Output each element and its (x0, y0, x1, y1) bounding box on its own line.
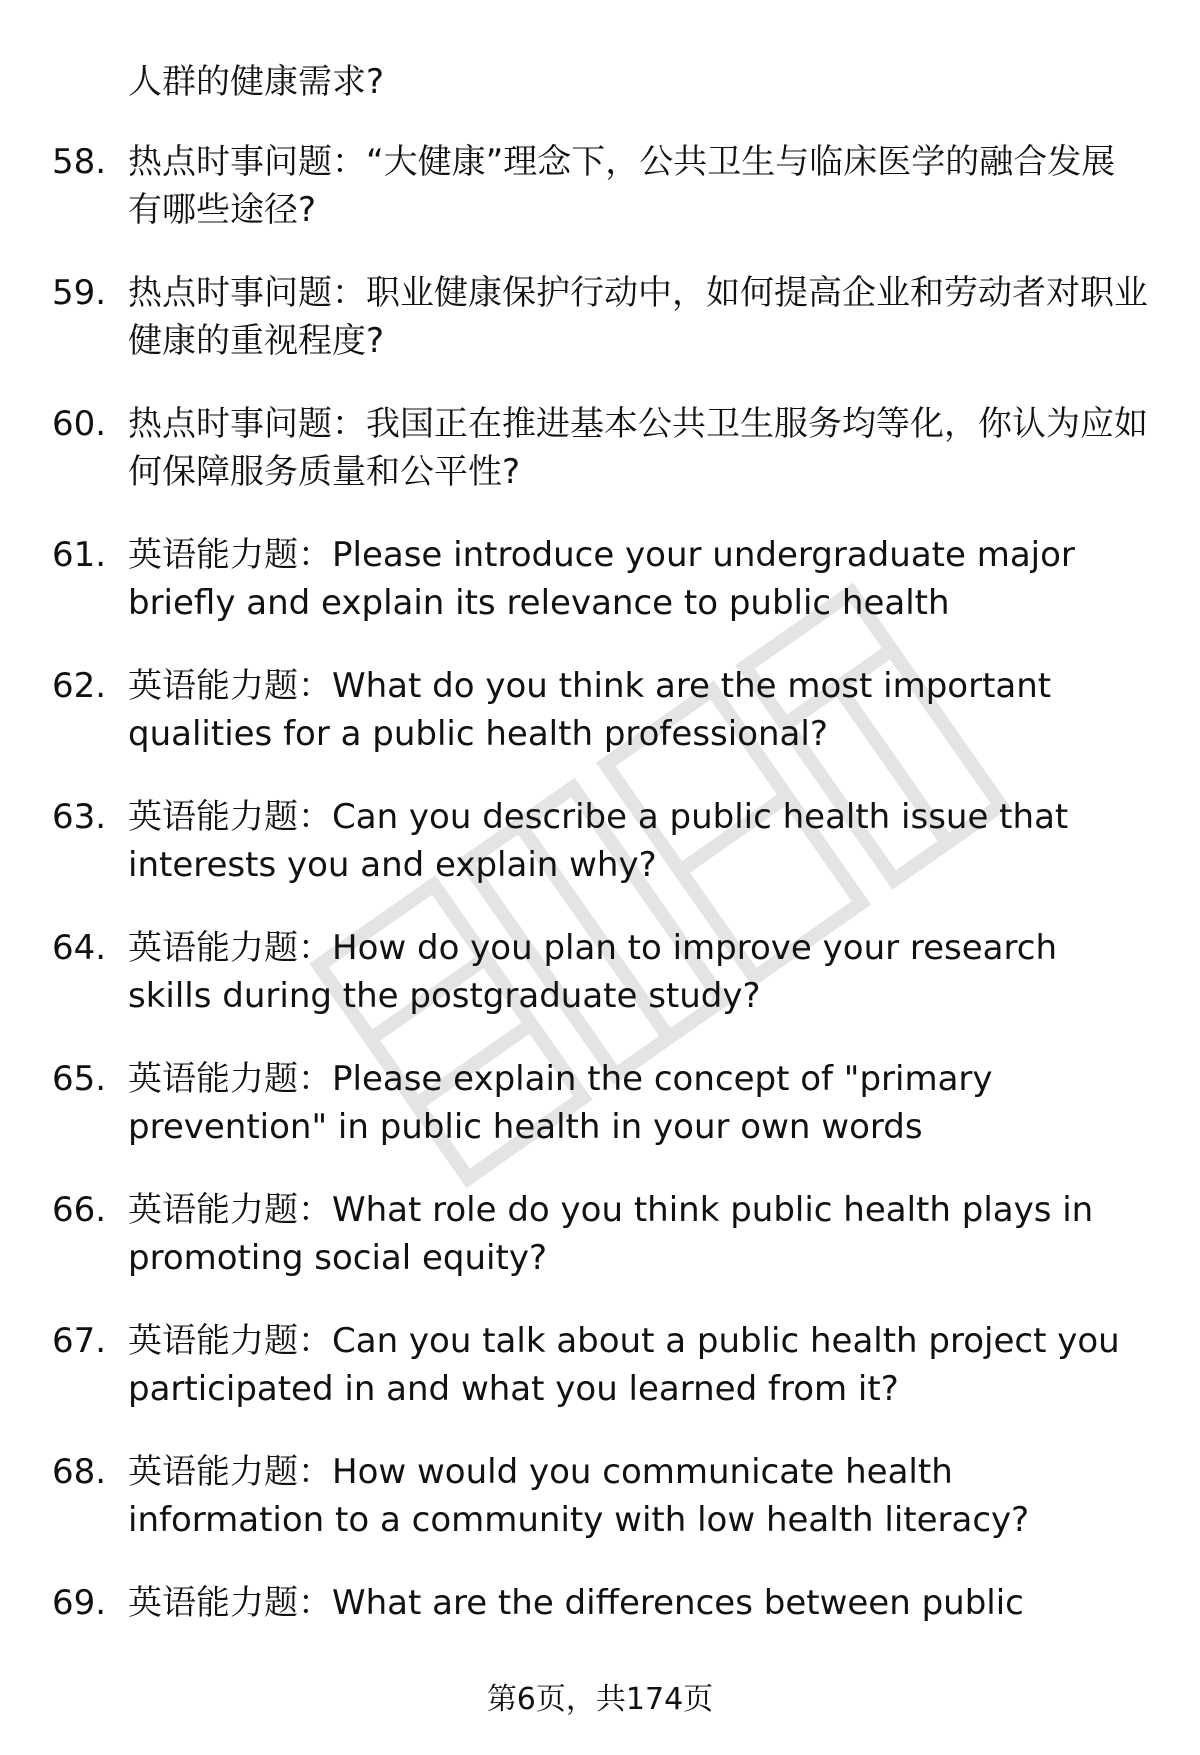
question-category: 英语能力题： (128, 1190, 332, 1230)
question-category: 英语能力题： (128, 1321, 332, 1361)
question-item (0, 1186, 1148, 1282)
question-item (0, 793, 1148, 889)
question-item (0, 400, 1148, 496)
question-list (0, 138, 1200, 1662)
question-number: 69. (52, 1583, 107, 1623)
question-body: Can you describe a public health issue that interests you and explain why? (128, 797, 1069, 885)
question-item (0, 269, 1148, 365)
question-body: What role do you think public health plays in promoting social equity? (128, 1190, 1094, 1278)
intro-continuation-text: 人群的健康需求? (128, 62, 385, 102)
question-body: Please explain the concept of "primary prevention" in public health in your own words (128, 1059, 993, 1147)
question-category: 热点时事问题： (128, 273, 366, 313)
question-body: How would you communicate health information to a community with low health literacy? (128, 1452, 1030, 1540)
question-body: 职业健康保护行动中，如何提高企业和劳动者对职业健康的重视程度? (128, 273, 1148, 361)
question-item (0, 531, 1148, 627)
question-text (128, 1579, 1148, 1627)
question-item (0, 1317, 1148, 1413)
question-text (128, 924, 1148, 1020)
question-item (0, 662, 1148, 758)
question-number: 65. (52, 1059, 107, 1099)
question-body: How do you plan to improve your research skills during the postgraduate study? (128, 928, 1057, 1016)
question-number: 66. (52, 1190, 107, 1230)
question-text (128, 1448, 1148, 1544)
page-number-footer: 第6页，共174页 (486, 1682, 714, 1717)
question-category: 英语能力题： (128, 797, 332, 837)
question-body: Can you talk about a public health project you participated in and what you learned from it? (128, 1321, 1120, 1409)
question-number: 67. (52, 1321, 107, 1361)
question-category: 英语能力题： (128, 1059, 332, 1099)
question-item (0, 1055, 1148, 1151)
question-text (128, 1186, 1148, 1282)
question-text (128, 793, 1148, 889)
question-text (128, 138, 1148, 234)
question-number: 58. (52, 142, 107, 182)
question-number: 68. (52, 1452, 107, 1492)
question-category: 热点时事问题： (128, 142, 366, 182)
question-body: 我国正在推进基本公共卫生服务均等化，你认为应如何保障服务质量和公平性? (128, 404, 1148, 492)
question-item (0, 924, 1148, 1020)
question-category: 英语能力题： (128, 928, 332, 968)
question-body: What are the differences between public (332, 1583, 1024, 1623)
question-number: 64. (52, 928, 107, 968)
question-number: 60. (52, 404, 107, 444)
question-category: 英语能力题： (128, 1583, 332, 1623)
question-text (128, 269, 1148, 365)
question-category: 英语能力题： (128, 1452, 332, 1492)
question-body: “大健康”理念下，公共卫生与临床医学的融合发展有哪些途径? (128, 142, 1116, 230)
question-item (0, 1448, 1148, 1544)
question-body: Please introduce your undergraduate major briefly and explain its relevance to public health (128, 535, 1075, 623)
question-number: 59. (52, 273, 107, 313)
question-category: 英语能力题： (128, 666, 332, 706)
question-item (0, 1579, 1148, 1627)
question-category: 热点时事问题： (128, 404, 366, 444)
question-text (128, 1317, 1148, 1413)
question-text (128, 531, 1148, 627)
question-text (128, 400, 1148, 496)
question-number: 61. (52, 535, 107, 575)
question-category: 英语能力题： (128, 535, 332, 575)
question-number: 62. (52, 666, 107, 706)
question-number: 63. (52, 797, 107, 837)
question-item (0, 138, 1148, 234)
question-text (128, 1055, 1148, 1151)
question-text (128, 662, 1148, 758)
question-body: What do you think are the most important qualities for a public health professional? (128, 666, 1052, 754)
